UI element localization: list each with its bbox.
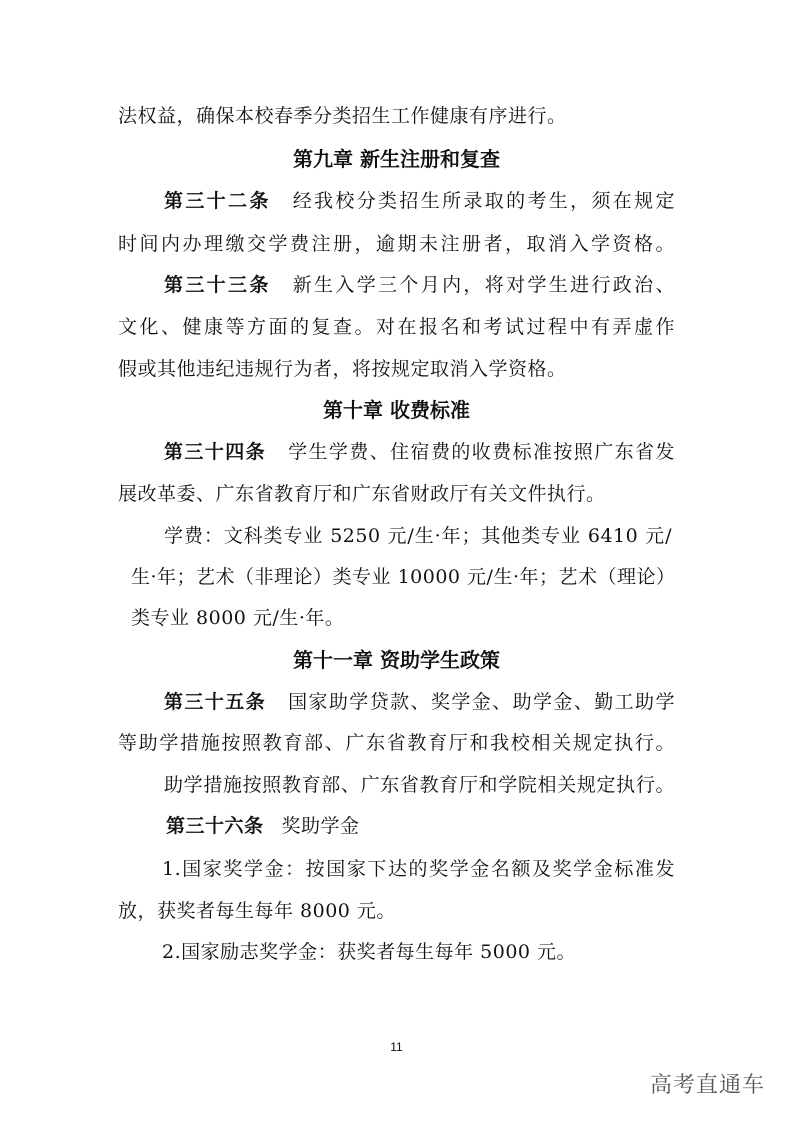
paragraph-line: 假或其他违纪违规行为者，将按规定取消入学资格。 [118, 358, 567, 380]
list-item-1-cont: 放，获奖者每生每年 8000 元。 [118, 900, 396, 922]
article-34-label: 第三十四条 [164, 441, 267, 463]
article-35-label: 第三十五条 [164, 691, 267, 713]
paragraph-line: 法权益，确保本校春季分类招生工作健康有序进行。 [118, 105, 567, 127]
paragraph-line: 时间内办理缴交学费注册，逾期未注册者，取消入学资格。 [118, 233, 675, 255]
article-36-line [166, 812, 675, 840]
fee-line: 学费：文科类专业 5250 元/生·年；其他类专业 6410 元/ [164, 525, 672, 547]
article-35-line [164, 688, 675, 716]
article-32-text: 经我校分类招生所录取的考生，须在规定 [292, 190, 675, 212]
article-36-text: 奖助学金 [281, 815, 360, 837]
article-34-line [164, 438, 675, 466]
paragraph-line: 助学措施按照教育部、广东省教育厅和学院相关规定执行。 [164, 774, 675, 796]
watermark-text: 高考直通车 [649, 1073, 765, 1098]
chapter-heading-10: 第十章 收费标准 [323, 398, 470, 422]
article-35-text: 国家助学贷款、奖学金、助学金、勤工助学 [288, 691, 675, 713]
article-32-line [164, 187, 675, 215]
article-33-line [164, 271, 675, 299]
paragraph-line: 展改革委、广东省教育厅和广东省财政厅有关文件执行。 [118, 483, 606, 505]
fee-line: 生·年；艺术（非理论）类专业 10000 元/生·年；艺术（理论） [131, 566, 676, 588]
article-32-label: 第三十二条 [164, 190, 271, 212]
article-34-text: 学生学费、住宿费的收费标准按照广东省发 [288, 441, 675, 463]
chapter-heading-11: 第十一章 资助学生政策 [293, 648, 500, 672]
chapter-heading-9: 第九章 新生注册和复查 [293, 147, 500, 171]
article-36-label: 第三十六条 [166, 815, 264, 837]
paragraph-line: 等助学措施按照教育部、广东省教育厅和我校相关规定执行。 [118, 732, 675, 754]
paragraph-line: 文化、健康等方面的复查。对在报名和考试过程中有弄虚作 [118, 316, 675, 338]
fee-line: 类专业 8000 元/生·年。 [131, 607, 345, 629]
page-number: 11 [390, 1040, 403, 1054]
list-item-2: 2.国家励志奖学金：获奖者每生每年 5000 元。 [162, 941, 577, 963]
article-33-text: 新生入学三个月内，将对学生进行政治、 [292, 274, 675, 296]
article-33-label: 第三十三条 [164, 274, 271, 296]
list-item-1: 1.国家奖学金：按国家下达的奖学金名额及奖学金标准发 [162, 858, 675, 880]
